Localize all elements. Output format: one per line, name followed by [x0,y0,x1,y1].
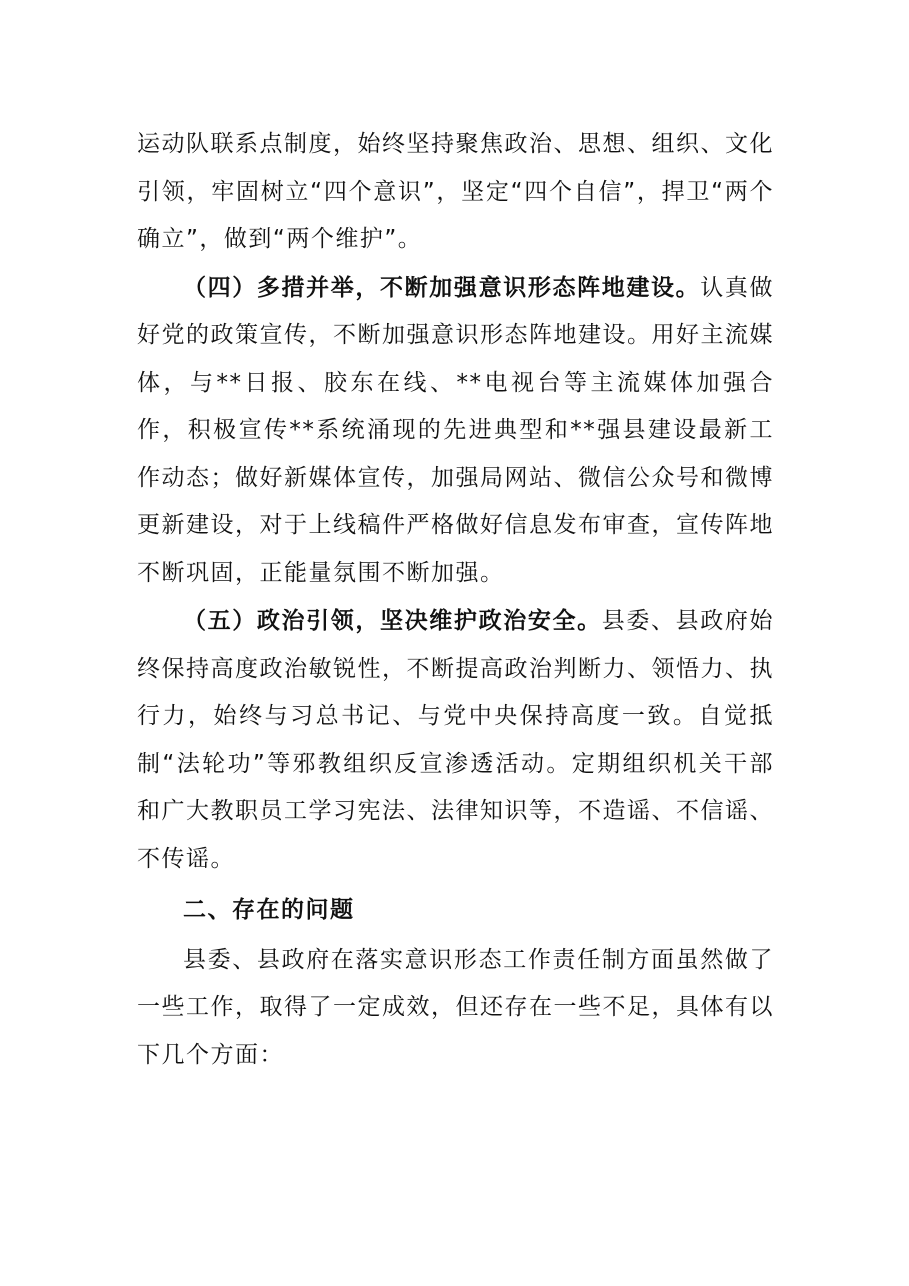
section-heading: 二、存在的问题 [183,897,355,923]
paragraph-four [137,265,774,598]
paragraph-five [137,598,774,883]
closing-paragraph: 县委、县政府在落实意识形态工作责任制方面虽然做了一些工作，取得了一定成效，但还存在一些不足，具体有以下几个方面： [137,946,774,1068]
paragraph-heading: （五）政治引领，坚决维护政治安全。 [183,608,602,634]
paragraph-text: 认真做好党的政策宣传，不断加强意识形态阵地建设。用好主流媒体，与**日报、胶东在线、**电视台等主流媒体加强合作，积极宣传**系统涌现的先进典型和**强县建设最新工作动态；做好新媒体宣传，加强局网站、微信公众号和微博更新建设，对于上线稿件严格做好信息发布审查，宣传阵地不断巩固，正能量氛围不断加强。 [137,274,775,586]
paragraph-text: 运动队联系点制度，始终坚持聚焦政治、思想、组织、文化引领，牢固树立“四个意识”，坚定“四个自信”，捍卫“两个确立”，做到“两个维护”。 [137,131,774,252]
paragraph-heading: （四）多措并举，不断加强意识形态阵地建设。 [183,274,701,301]
document-body [137,121,774,1080]
paragraph-continuation [137,121,774,264]
paragraph-text: 县委、县政府始终保持高度政治敏锐性，不断提高政治判断力、领悟力、执行力，始终与习总书记、与党中央保持高度一致。自觉抵制“法轮功”等邪教组织反宣渗透活动。定期组织机关干部和广大教职员工学习宪法、法律知识等，不造谣、不信谣、不传谣。 [137,608,775,872]
